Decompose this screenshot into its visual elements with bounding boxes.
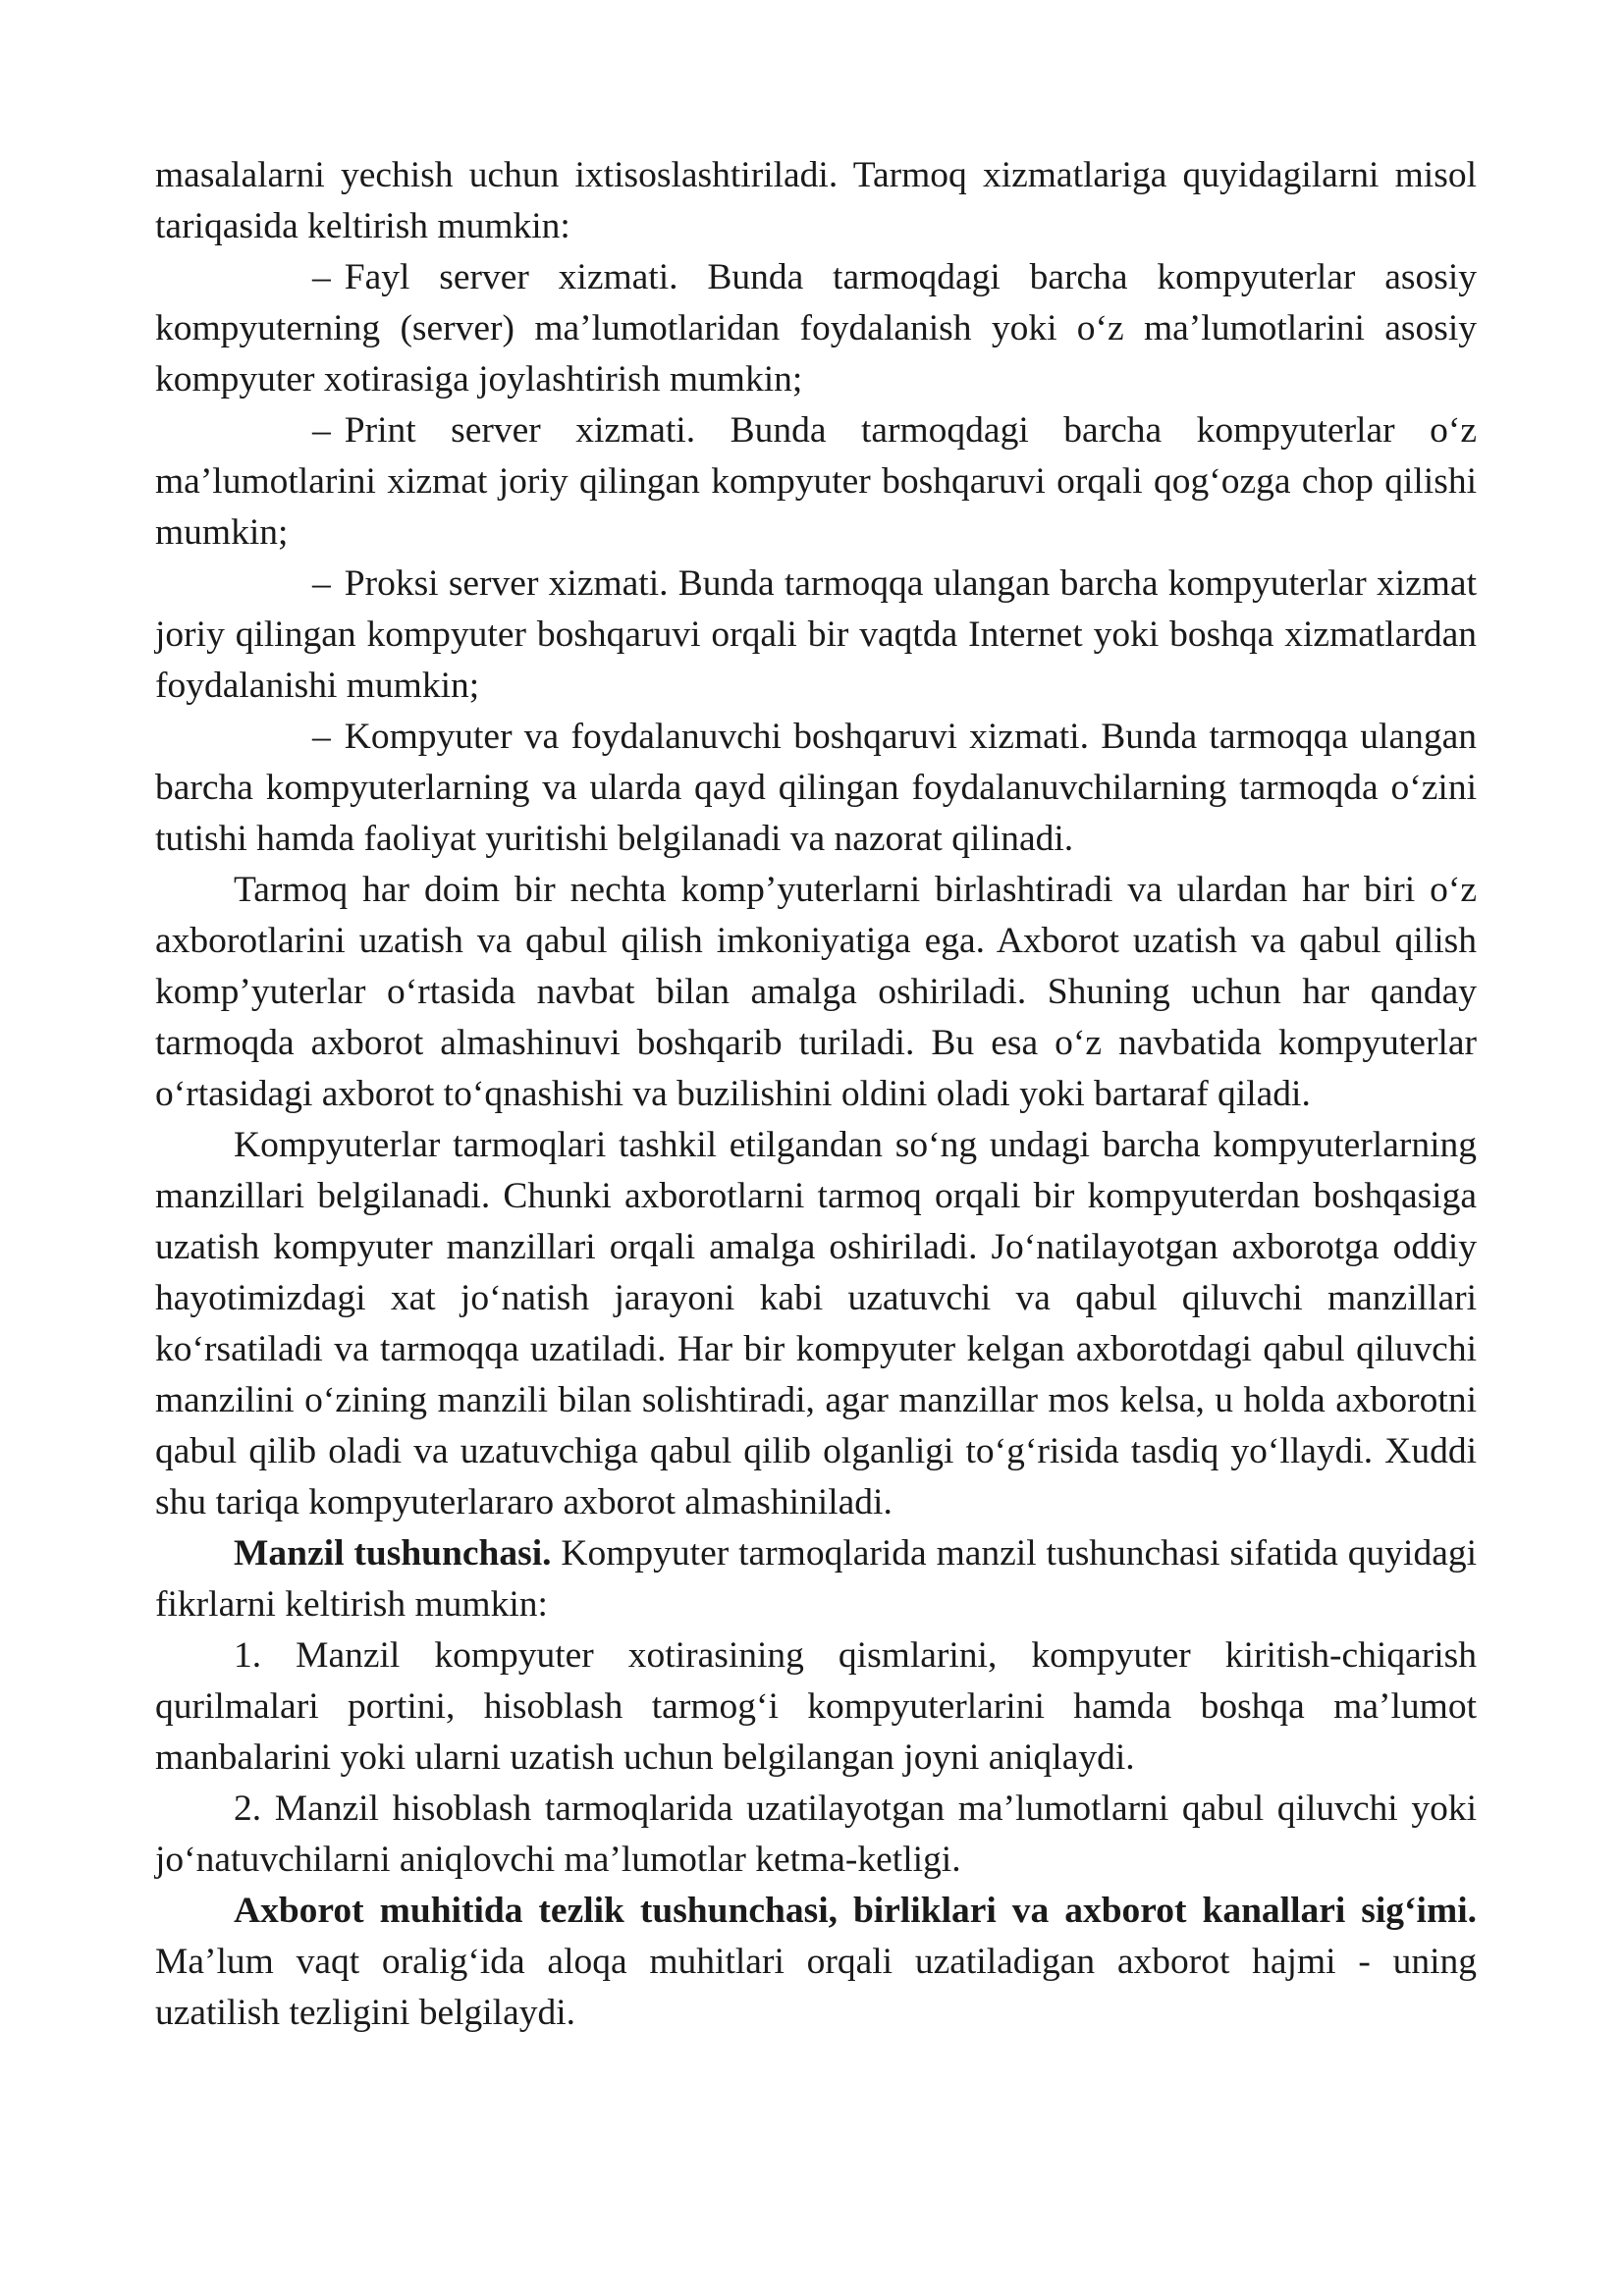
list-item-text: Proksi server xizmati. Bunda tarmoqqa ulangan barcha kompyuterlar xizmat joriy qilingan kompyuter boshqaruvi orqali bir vaqtda Internet yoki boshqa xizmatlardan foydalanishi mumkin; — [155, 563, 1477, 706]
paragraph-text: masalalarni yechish uchun ixtisoslashtiriladi. Tarmoq xizmatlariga quyidagilarni misol tariqasida keltirish mumkin: — [155, 155, 1477, 246]
list-item-text: Kompyuter va foydalanuvchi boshqaruvi xizmati. Bunda tarmoqqa ulangan barcha kompyuterlarning va ularda qayd qilingan foydalanuvchilarning tarmoqda o‘zini tutishi hamda faoliyat yuritishi belgilanadi va nazorat qilinadi. — [155, 717, 1477, 859]
paragraph-address-concept — [155, 1528, 1477, 1630]
list-item-user-management — [155, 712, 1477, 865]
dash-marker: – — [312, 410, 331, 451]
paragraph-text: Kompyuter tarmoqlarida manzil tushunchasi sifatida quyidagi fikrlarni keltirish mumkin: — [155, 1533, 1478, 1625]
list-item-text: Fayl server xizmati. Bunda tarmoqdagi barcha kompyuterlar asosiy kompyuterning (server) ma’lumotlaridan foydalanish yoki o‘z ma’lumotlarini asosiy kompyuter xotirasiga joylashtirish mumkin; — [155, 257, 1477, 400]
paragraph-text: Tarmoq har doim bir nechta komp’yuterlarni birlashtiradi va ulardan har biri o‘z axborotlarini uzatish va qabul qilish imkoniyatiga ega. Axborot uzatish va qabul qilish komp’yuterlar o‘rtasida navbat bilan amalga oshiriladi. Shuning uchun har qanday tarmoqda axborot almashinuvi boshqarib turiladi. Bu esa o‘z navbatida kompyuterlar o‘rtasidagi axborot to‘qnashishi va buzilishini oldini oladi yoki bartaraf qiladi. — [155, 870, 1477, 1114]
dash-marker: – — [312, 717, 331, 757]
section-heading: Axborot muhitida tezlik tushunchasi, birliklari va axborot kanallari sig‘imi. — [234, 1891, 1477, 1931]
list-item-proxy-server — [155, 559, 1477, 712]
paragraph-text: 2. Manzil hisoblash tarmoqlarida uzatilayotgan ma’lumotlarni qabul qiluvchi yoki jo‘natuvchilarni aniqlovchi ma’lumotlar ketma-ketligi. — [155, 1789, 1477, 1880]
numbered-item-1 — [155, 1630, 1477, 1784]
section-heading: Manzil tushunchasi. — [234, 1533, 552, 1574]
document-page — [155, 150, 1477, 2039]
paragraph-network-exchange — [155, 865, 1477, 1120]
list-item-file-server — [155, 252, 1477, 405]
paragraph-continuation — [155, 150, 1477, 252]
list-item-print-server — [155, 405, 1477, 559]
paragraph-addresses — [155, 1120, 1477, 1528]
paragraph-text: 1. Manzil kompyuter xotirasining qismlarini, kompyuter kiritish-chiqarish qurilmalari portini, hisoblash tarmog‘i kompyuterlarini hamda boshqa ma’lumot manbalarini yoki ularni uzatish uchun belgilangan joyni aniqlaydi. — [155, 1635, 1477, 1778]
dash-marker: – — [312, 257, 331, 297]
list-item-text: Print server xizmati. Bunda tarmoqdagi barcha kompyuterlar o‘z ma’lumotlarini xizmat joriy qilingan kompyuter boshqaruvi orqali qog‘ozga chop qilishi mumkin; — [155, 410, 1477, 553]
paragraph-text: Kompyuterlar tarmoqlari tashkil etilgandan so‘ng undagi barcha kompyuterlarning manzillari belgilanadi. Chunki axborotlarni tarmoq orqali bir kompyuterdan boshqasiga uzatish kompyuter manzillari orqali amalga oshiriladi. Jo‘natilayotgan axborotga oddiy hayotimizdagi xat jo‘natish jarayoni kabi uzatuvchi va qabul qiluvchi manzillari ko‘rsatiladi va tarmoqqa uzatiladi. Har bir kompyuter kelgan axborotdagi qabul qiluvchi manzilini o‘zining manzili bilan solishtiradi, agar manzillar mos kelsa, u holda axborotni qabul qilib oladi va uzatuvchiga qabul qilib olganligi to‘g‘risida tasdiq yo‘llaydi. Xuddi shu tariqa kompyuterlararo axborot almashiniladi. — [155, 1125, 1477, 1522]
paragraph-speed-concept — [155, 1886, 1477, 2039]
numbered-item-2 — [155, 1784, 1477, 1886]
dash-marker: – — [312, 563, 331, 604]
paragraph-text: Ma’lum vaqt oralig‘ida aloqa muhitlari orqali uzatiladigan axborot hajmi - uning uzatilish tezligini belgilaydi. — [155, 1942, 1477, 2033]
